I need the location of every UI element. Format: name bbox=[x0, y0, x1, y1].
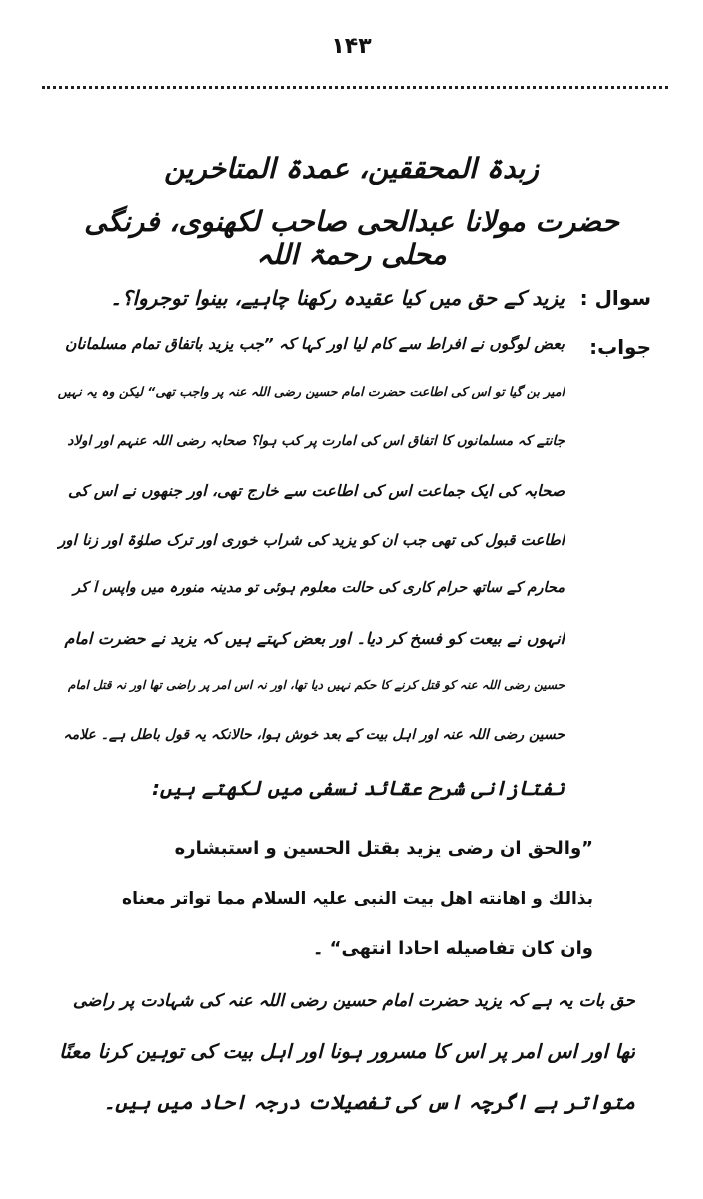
closing-line: متواتر ہے اگرچہ اس کی تفصیلات درجہ احاد میں ہیں۔ bbox=[103, 1090, 635, 1114]
dotted-divider bbox=[42, 86, 668, 89]
heading-title: زبدۃ المحققین، عمدۃ المتاخرین bbox=[164, 152, 539, 185]
question-label: سوال : bbox=[579, 286, 651, 310]
answer-line: محارم کے ساتھ حرام کاری کی حالت معلوم ہوئی تو مدینہ منورہ میں واپس آ کر bbox=[73, 580, 565, 596]
answer-line: صحابہ کی ایک جماعت اس کی اطاعت سے خارج تھی، اور جنھوں نے اس کی bbox=[68, 482, 565, 500]
answer-line: امیر بن گیا تو اس کی اطاعت حضرت امام حسین رضی اللہ عنہ پر واجب تھی“ لیکن وہ یہ نہیں bbox=[57, 384, 565, 399]
answer-line: انہوں نے بیعت کو فسخ کر دیا۔ اور بعض کہتے ہیں کہ یزید نے حضرت امام bbox=[64, 629, 565, 648]
closing-line: تھا اور اس امر پر اس کا مسرور ہونا اور اہل بیت کی توہین کرنا معنًا bbox=[59, 1040, 635, 1063]
question-text: یزید کے حق میں کیا عقیدہ رکھنا چاہیے، بینوا توجروا؟۔ bbox=[110, 286, 565, 310]
arabic-quote-line: ”والحق ان رضی یزید بقتل الحسین و استبشاره bbox=[174, 838, 593, 859]
arabic-quote-line: وان كان تفاصيله احادا انتهى“ ۔ bbox=[312, 938, 593, 959]
answer-label: جواب: bbox=[589, 335, 651, 359]
answer-line: جانتے کہ مسلمانوں کا اتفاق اس کی امارت پر کب ہوا؟ صحابہ رضی اللہ عنہم اور اولاد bbox=[67, 433, 565, 449]
answer-line: حسین رضی اللہ عنہ اور اہل بیت کے بعد خوش ہوا، حالانکہ یہ قول باطل ہے۔ علامہ bbox=[63, 727, 565, 743]
page-number: ۱۴۳ bbox=[331, 34, 372, 59]
answer-line: اطاعت قبول کی تھی جب ان کو یزید کی شراب خوری اور ترک صلوٰۃ اور زنا اور bbox=[58, 531, 565, 549]
closing-line: حق بات یہ ہے کہ یزید حضرت امام حسین رضی اللہ عنہ کی شہادت پر راضی bbox=[72, 991, 635, 1011]
arabic-quote-line: بذالك و اهانته اهل بيت النبی علیہ السلام مما تواتر معناه bbox=[122, 889, 593, 909]
heading-name: حضرت مولانا عبدالحی صاحب لکھنوی، فرنگی محلی رحمۃ اللہ bbox=[84, 205, 619, 271]
answer-line: حسین رضی اللہ عنہ کو قتل کرنے کا حکم نہیں دیا تھا، اور نہ اس امر پر راضی تھا اور نہ قتل امام bbox=[68, 678, 565, 692]
answer-line: بعض لوگوں نے افراط سے کام لیا اور کہا کہ ”جب یزید باتفاق تمام مسلمانان bbox=[65, 335, 565, 353]
answer-line: تفتازانی شرح عقائد نسفی میں لکھتے ہیں: bbox=[151, 776, 565, 800]
